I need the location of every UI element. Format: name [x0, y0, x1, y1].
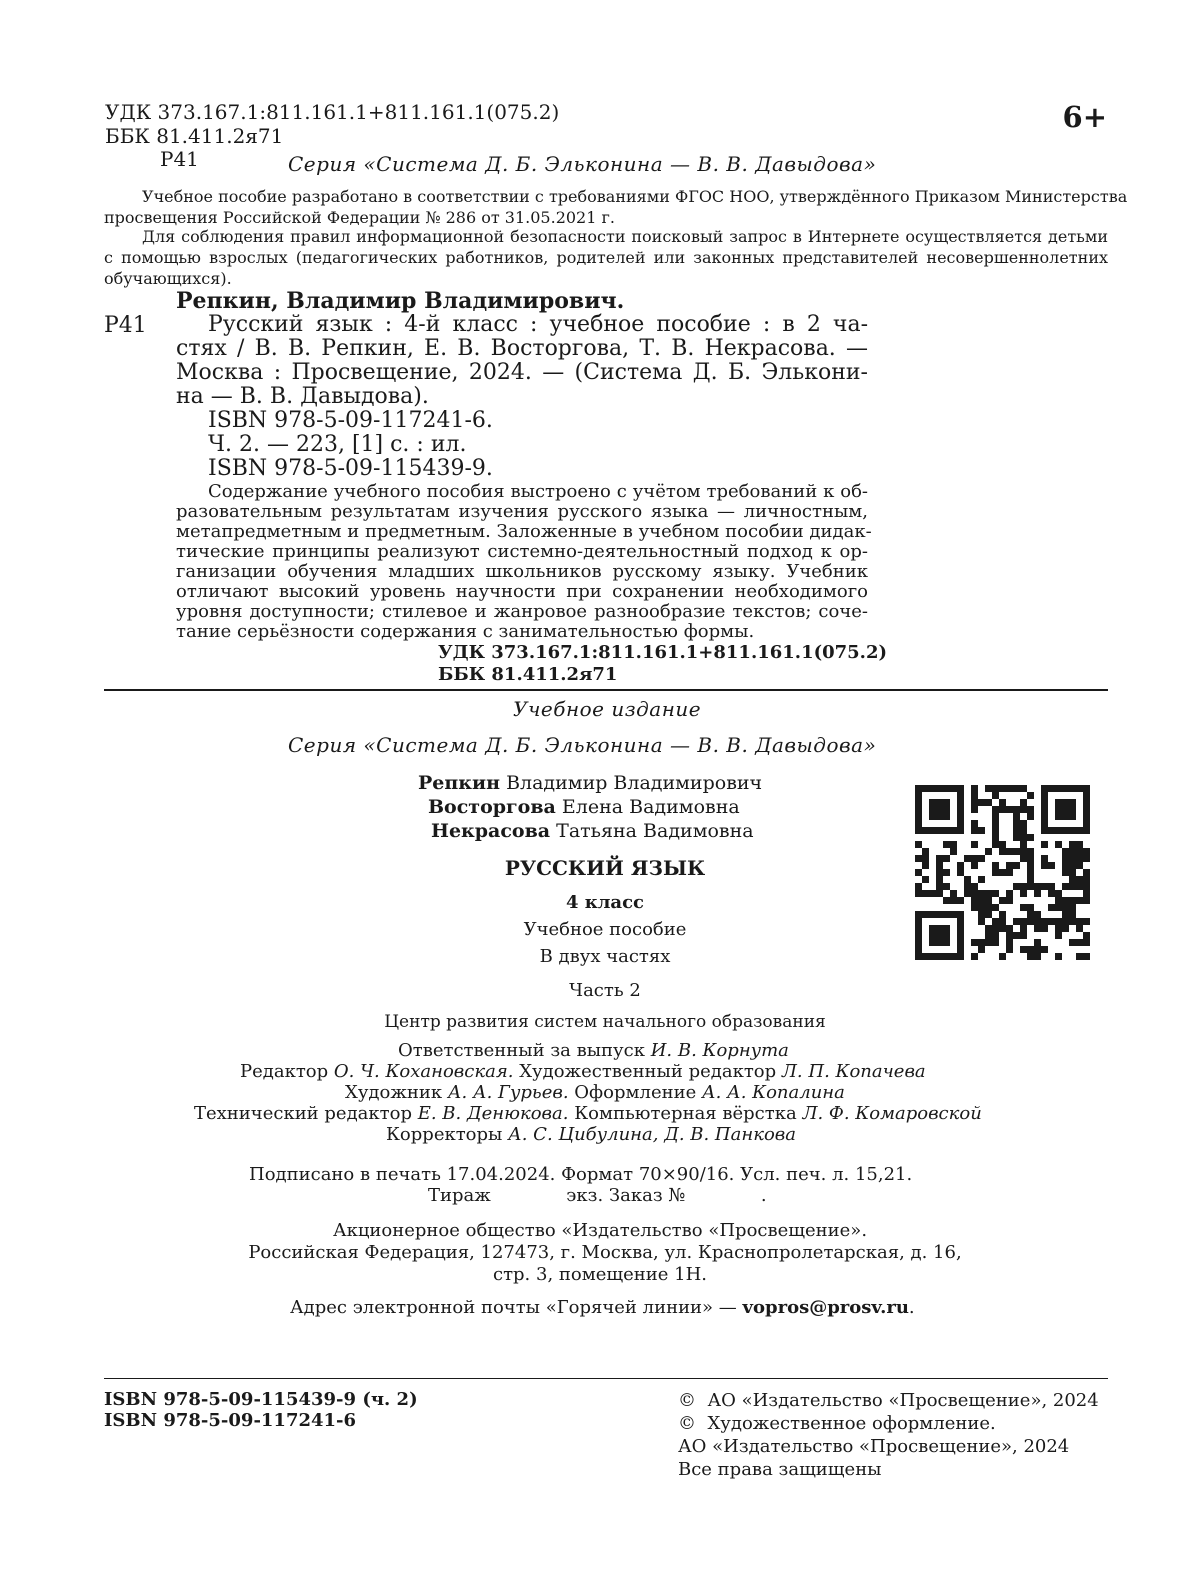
- rights-text: Все права защищены: [678, 1459, 882, 1480]
- credit-person: А. А. Копалина: [701, 1082, 845, 1103]
- copyright-icon: ©: [678, 1413, 696, 1434]
- credit-line: [194, 1103, 982, 1124]
- author-surname: Репкин: [418, 772, 501, 794]
- catalog-title-line: на — В. В. Давыдова).: [176, 384, 429, 409]
- edition-type: Учебное издание: [513, 697, 702, 721]
- annotation-line: уровня доступности; стилевое и жанровое разнообразие текстов; соче-: [176, 601, 868, 622]
- credit-label: Художник: [345, 1082, 443, 1103]
- book-grade: 4 класс: [565, 892, 645, 913]
- copies-label: экз. Заказ №: [566, 1185, 686, 1206]
- qr-code-icon: [915, 785, 1090, 960]
- book-part: Часть 2: [569, 980, 641, 1001]
- udk-block: [105, 100, 559, 148]
- author-line: [418, 795, 762, 819]
- catalog-title: [176, 313, 868, 481]
- credit-label: Ответственный за выпуск: [398, 1040, 645, 1061]
- credit-person: Л. Ф. Комаровской: [802, 1103, 982, 1124]
- catalog-title-line: стях / В. В. Репкин, Е. В. Восторгова, Т. В. Некрасова. —: [176, 336, 868, 361]
- footer-isbns: [104, 1389, 418, 1431]
- copyright-block: [678, 1389, 1099, 1481]
- email-address[interactable]: vopros@prosv.ru: [742, 1297, 909, 1318]
- run-label: Тираж: [428, 1185, 491, 1206]
- end-dot: .: [760, 1185, 767, 1206]
- annotation-line: разовательным результатам изучения русского языка — личностным,: [176, 501, 868, 522]
- author-line: [418, 819, 762, 843]
- credit-label: Оформление: [574, 1082, 697, 1103]
- credit-line: [398, 1040, 789, 1061]
- copyright-line: [678, 1389, 1099, 1412]
- catalog-isbn-general: ISBN 978-5-09-117241-6.: [208, 408, 493, 433]
- rights-line: [678, 1458, 1099, 1481]
- footer-isbn-general: ISBN 978-5-09-117241-6: [104, 1410, 357, 1431]
- credit-person: И. В. Корнута: [650, 1040, 789, 1061]
- copyright-line: [678, 1412, 1099, 1435]
- catalog-title-line: Русский язык : 4-й класс : учебное пособие : в 2 ча-: [208, 312, 868, 337]
- credit-person: Е. В. Денюкова.: [417, 1103, 569, 1124]
- author-names: Татьяна Вадимовна: [556, 820, 754, 842]
- catalog-isbn-part: ISBN 978-5-09-115439-9.: [208, 456, 493, 481]
- book-title: РУССКИЙ ЯЗЫК: [504, 856, 706, 880]
- publisher-name: Акционерное общество «Издательство «Просвещение».: [332, 1220, 868, 1241]
- credit-label: Редактор: [240, 1061, 329, 1082]
- fgos-notice: [104, 186, 1128, 228]
- notice-line: просвещения Российской Федерации № 286 от 31.05.2021 г.: [104, 208, 615, 227]
- author-surname: Некрасова: [431, 820, 551, 842]
- catalog-part-info: Ч. 2. — 223, [1] с. : ил.: [208, 432, 467, 457]
- bbk-code: ББК 81.411.2я71: [105, 124, 284, 148]
- copyright-text: АО «Издательство «Просвещение», 2024: [678, 1436, 1070, 1457]
- hotline-email: [290, 1297, 915, 1318]
- author-mark: Р41: [160, 147, 199, 171]
- annotation-line: ганизации обучения младших школьников русскому языку. Учебник: [176, 561, 868, 582]
- author-names: Елена Вадимовна: [561, 796, 740, 818]
- print-run: [428, 1185, 767, 1206]
- age-rating: 6+: [1062, 100, 1107, 134]
- catalog-bbk: ББК 81.411.2я71: [438, 664, 618, 685]
- footer-isbn-part: ISBN 978-5-09-115439-9 (ч. 2): [104, 1389, 418, 1410]
- development-center: Центр развития систем начального образования: [384, 1012, 826, 1032]
- catalog-author-heading: Репкин, Владимир Владимирович.: [176, 288, 625, 314]
- credit-label: Корректоры: [386, 1124, 503, 1145]
- section-divider: [104, 689, 1108, 691]
- annotation-line: метапредметным и предметным. Заложенные в учебном пособии дидак-: [176, 521, 872, 542]
- author-line: [418, 771, 762, 795]
- print-signed: Подписано в печать 17.04.2024. Формат 70×90/16. Усл. печ. л. 15,21.: [249, 1164, 913, 1185]
- catalog-mark: Р41: [104, 313, 147, 338]
- internet-notice: [104, 226, 1108, 289]
- annotation-line: Содержание учебного пособия выстроено с учётом требований к об-: [208, 481, 868, 502]
- udk-code: УДК 373.167.1:811.161.1+811.161.1(075.2): [105, 100, 560, 124]
- credit-label: Технический редактор: [194, 1103, 412, 1124]
- notice-line: с помощью взрослых (педагогических работников, родителей или законных представителей несовершеннолетних: [104, 248, 1108, 267]
- author-names: Владимир Владимирович: [506, 772, 763, 794]
- catalog-annotation: [176, 481, 872, 642]
- credit-label: Компьютерная вёрстка: [574, 1103, 797, 1124]
- notice-line: Учебное пособие разработано в соответствии с требованиями ФГОС НОО, утверждённого Приказом Министерства: [142, 187, 1128, 206]
- credit-label: Художественный редактор: [519, 1061, 777, 1082]
- catalog-classification: [438, 642, 887, 686]
- book-kind: Учебное пособие: [523, 919, 687, 940]
- author-surname: Восторгова: [428, 796, 556, 818]
- credit-person: Л. П. Копачева: [781, 1061, 926, 1082]
- edition-series: Серия «Система Д. Б. Эльконина — В. В. Давыдова»: [288, 733, 877, 757]
- footer-divider: [104, 1378, 1108, 1379]
- publisher-address-2: стр. 3, помещение 1Н.: [492, 1264, 707, 1285]
- catalog-title-line: Москва : Просвещение, 2024. — (Система Д. Б. Элькони-: [176, 360, 868, 385]
- notice-line: обучающихся).: [104, 269, 232, 288]
- copyright-icon: ©: [678, 1390, 696, 1411]
- book-parts: В двух частях: [539, 946, 671, 967]
- publisher-address: Российская Федерация, 127473, г. Москва, ул. Краснопролетарская, д. 16,: [248, 1242, 962, 1263]
- catalog-udk: УДК 373.167.1:811.161.1+811.161.1(075.2): [438, 642, 887, 663]
- credit-person: О. Ч. Кохановская.: [333, 1061, 514, 1082]
- copyright-text: АО «Издательство «Просвещение», 2024: [707, 1390, 1099, 1411]
- credit-person: А. А. Гурьев.: [447, 1082, 569, 1103]
- copyright-line: [678, 1435, 1099, 1458]
- credit-line: [240, 1061, 926, 1082]
- authors-list: [418, 771, 762, 843]
- annotation-line: тание серьёзности содержания с занимательностью формы.: [176, 621, 755, 642]
- credit-line: [386, 1124, 796, 1145]
- credit-person: А. С. Цибулина, Д. В. Панкова: [508, 1124, 797, 1145]
- email-end: .: [908, 1297, 915, 1318]
- annotation-line: тические принципы реализуют системно-деятельностный подход к ор-: [176, 541, 868, 562]
- annotation-line: отличают высокий уровень научности при сохранении необходимого: [176, 581, 868, 602]
- email-label: Адрес электронной почты «Горячей линии» —: [290, 1297, 737, 1318]
- copyright-text: Художественное оформление.: [707, 1413, 996, 1434]
- credit-line: [345, 1082, 845, 1103]
- series-title: Серия «Система Д. Б. Эльконина — В. В. Давыдова»: [288, 152, 877, 176]
- notice-line: Для соблюдения правил информационной безопасности поисковый запрос в Интернете осуществляется детьми: [142, 227, 1108, 246]
